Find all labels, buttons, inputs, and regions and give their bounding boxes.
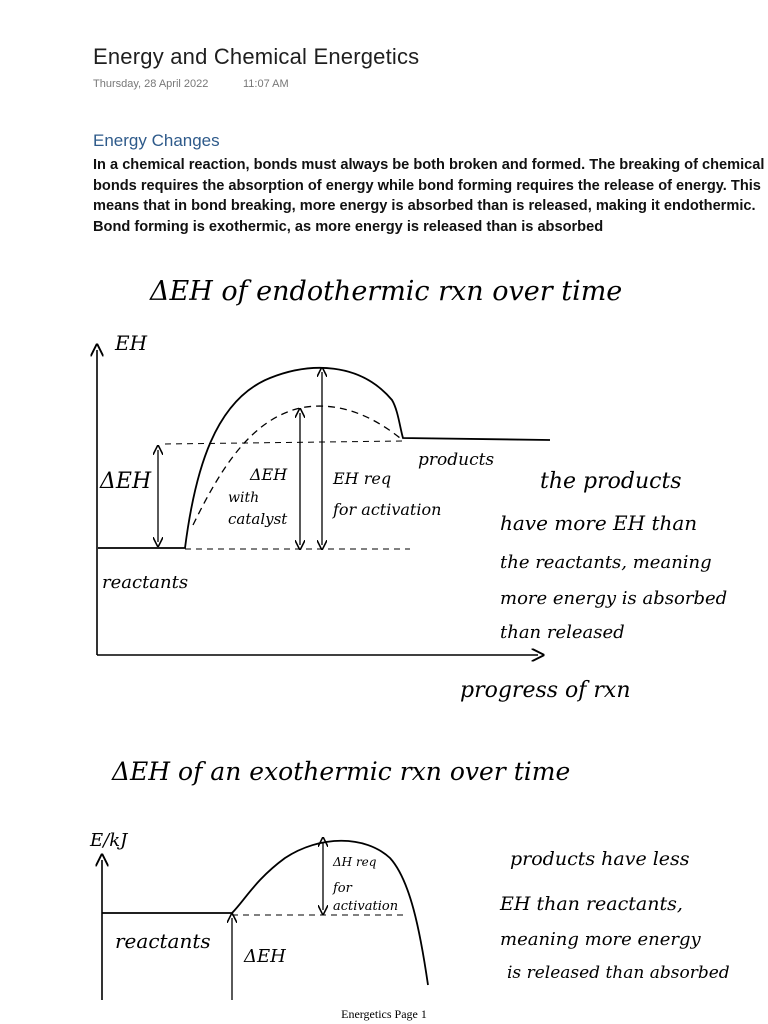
endo-products-label: products (418, 450, 495, 470)
section-body: In a chemical reaction, bonds must always be both broken and formed. The breaking of chemical bonds requires the absorption of energy while bond forming requires the release of energy. This means that in bond breaking, more energy is absorbed than is released, making it endothermic. Bond forming is exothermic, as more energy is released than is absorbed (93, 157, 765, 235)
exo-activation-label-1: ΔH req (333, 855, 377, 869)
endo-delta-label: ΔEH (100, 469, 152, 494)
exo-note-line-2: EH than reactants, (500, 893, 683, 915)
exo-delta-label: ΔEH (244, 946, 286, 967)
endo-reactants-label: reactants (102, 572, 189, 593)
endo-note-line-1: the products (540, 469, 682, 494)
endothermic-diagram (97, 276, 727, 703)
exo-note-line-1: products have less (510, 848, 690, 870)
page-time: 11:07 AM (243, 78, 289, 90)
exo-y-label: E/kJ (90, 830, 128, 851)
endo-products-dashed (165, 441, 403, 444)
exo-activation-label-3: activation (333, 899, 399, 914)
exo-note-line-4: is released than absorbed (507, 963, 730, 983)
section-heading: Energy Changes (93, 131, 220, 150)
endo-activation-label-2: for activation (333, 500, 442, 519)
exo-activation-label-2: for (333, 881, 352, 896)
endo-x-label: progress of rxn (460, 678, 631, 703)
endo-note-line-2: have more EH than (500, 511, 698, 535)
endo-note-line-5: than released (500, 622, 625, 643)
endo-note-line-4: more energy is absorbed (500, 588, 728, 609)
endo-activation-label-1: EH req (333, 469, 392, 488)
page-date: Thursday, 28 April 2022 (93, 78, 209, 90)
endo-catalyst-label-1: ΔEH (250, 465, 288, 484)
page-title: Energy and Chemical Energetics (93, 44, 420, 69)
page-footer: Energetics Page 1 (341, 1007, 427, 1021)
endo-note-line-3: the reactants, meaning (500, 552, 712, 573)
exo-reactants-label: reactants (115, 929, 211, 953)
endo-catalyst-label-3: catalyst (228, 510, 288, 528)
exothermic-diagram (89, 757, 730, 1000)
endo-catalyst-label-2: with (228, 490, 260, 506)
endo-title: ΔEH of endothermic rxn over time (150, 276, 623, 307)
endo-y-label: EH (115, 331, 148, 355)
exo-title: ΔEH of an exothermic rxn over time (112, 757, 571, 786)
exo-note-line-3: meaning more energy (500, 929, 701, 950)
